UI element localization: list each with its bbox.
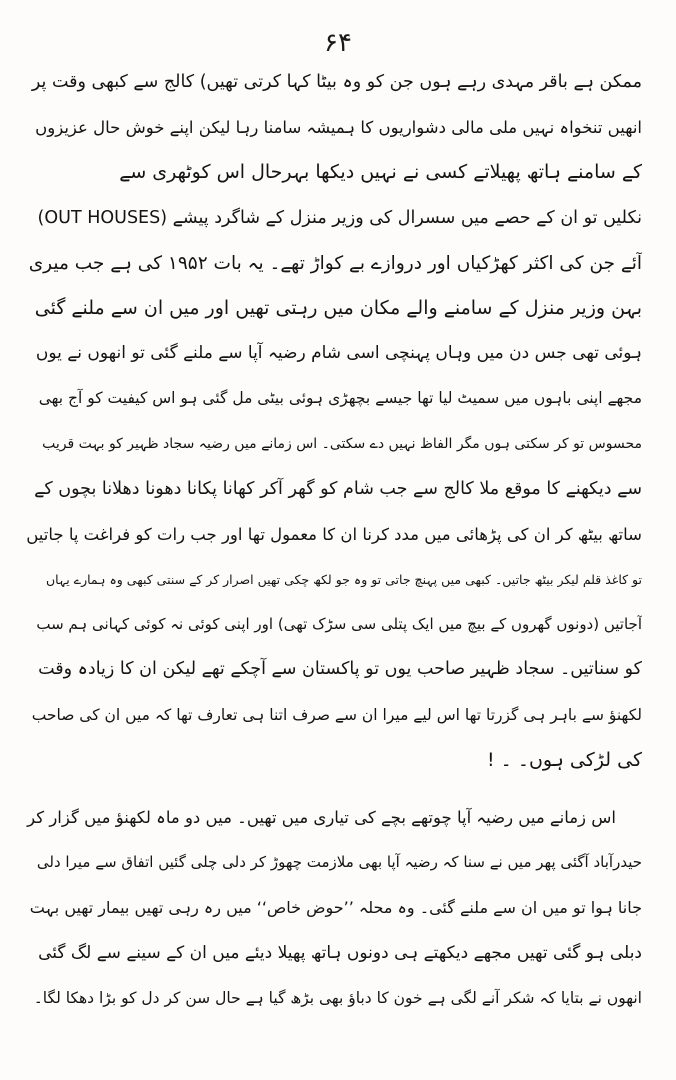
text-line: محسوس تو کر سکتی ہوں مگر الفاظ نہیں دے سکتی۔ اس زمانے میں رضیہ سجاد ظہیر کو بہت قریب: [42, 435, 642, 452]
page-body: [26, 60, 642, 1021]
paragraph-divider: [26, 783, 642, 795]
text-line: ممکن ہے باقر مہدی رہے ہوں جن کو وہ بیٹا کہا کرتی تھیں) کالج سے کبھی وقت پر: [31, 72, 642, 92]
text-line: لکھنؤ سے باہر ہی گزرتا تھا اس لیے میرا ان سے صرف اتنا ہی تعارف تھا کہ میں ان کی صاحب: [31, 705, 642, 724]
text-line: مجھے اپنی باہوں میں سمیٹ لیا تھا جیسے بچھڑی ہوئی بیٹی مل گئی ہو اس کیفیت کو آج بھی: [38, 389, 642, 408]
paragraph-2: [26, 795, 642, 1021]
text-line: نکلیں تو ان کے حصے میں سسرال کی وزیر منزل کے شاگرد پیشے (OUT HOUSES): [37, 207, 642, 228]
text-line: دبلی ہو گئی تھیں مجھے دیکھتے ہی دونوں ہاتھ پھیلا دیئے میں ان کے سینے سے لگ گئی: [38, 942, 642, 963]
paragraph-1: [26, 60, 642, 783]
text-line: آجاتیں (دونوں گھروں کے بیچ میں ایک پتلی سی سڑک تھی) اور اپنی کوئی نہ کوئی کہانی ہم سب: [36, 615, 642, 634]
text-line: انھیں تنخواہ نہیں ملی مالی دشواریوں کا ہمیشہ سامنا رہا لیکن اپنے خوش حال عزیزوں: [35, 118, 642, 138]
text-line: آئے جن کی اکثر کھڑکیاں اور دروازے بے کواڑ تھے۔ یہ بات ۱۹۵۲ کی ہے جب میری: [28, 252, 642, 274]
text-line: کی لڑکی ہوں۔ ۔ !: [487, 748, 642, 771]
text-line: ہوئی تھی جس دن میں وہاں پہنچی اسی شام رضیہ آپا سے ملنے گئی تو انھوں نے یوں: [35, 343, 642, 364]
text-line: سے دیکھنے کا موقع ملا کالج سے جب شام کو گھر آکر کھانا پکانا دھونا دھلانا بچوں کے: [34, 478, 642, 499]
text-line: جانا ہوا تو میں ان سے ملنے گئی۔ وہ محلہ ’’حوض خاص‘‘ میں رہ رہی تھیں بیمار تھیں بہت: [29, 898, 642, 918]
text-line: اس زمانے میں رضیہ آپا چوتھے بچے کی تیاری میں تھیں۔ میں دو ماہ لکھنؤ میں گزار کر: [27, 808, 616, 827]
text-line: انھوں نے بتایا کہ شکر آنے لگی ہے خون کا دباؤ بھی بڑھ گیا ہے حال سن کر دل کو بڑا دھکا لگا۔: [33, 988, 642, 1007]
text-line: تو کاغذ قلم لیکر بیٹھ جاتیں۔ کبھی میں پہنچ جاتی تو وہ جو لکھ چکی تھیں اصرار کر کے سنتی کبھی وہ ہمارے یہاں: [45, 572, 642, 588]
text-line: بہن وزیر منزل کے سامنے والے مکان میں رہتی تھیں اور میں ان سے ملنے گئی: [34, 296, 642, 319]
text-line: کو سناتیں۔ سجاد ظہیر صاحب یوں تو پاکستان سے آچکے تھے لیکن ان کا زیادہ وقت: [38, 659, 642, 680]
text-line: حیدرآباد آگئی پھر میں نے سنا کہ رضیہ آپا بھی ملازمت چھوڑ کر دلی چلی گئیں اتفاق سے میرا دلی: [36, 853, 642, 872]
text-line: ساتھ بیٹھ کر ان کی پڑھائی میں مدد کرنا ان کا معمول تھا اور جب رات کو فراغت پا جاتیں: [26, 524, 642, 544]
page-number: ۶۴: [324, 28, 352, 58]
text-line: کے سامنے ہاتھ پھیلاتے کسی نے نہیں دیکھا بہرحال اس کوٹھری سے: [119, 161, 642, 184]
